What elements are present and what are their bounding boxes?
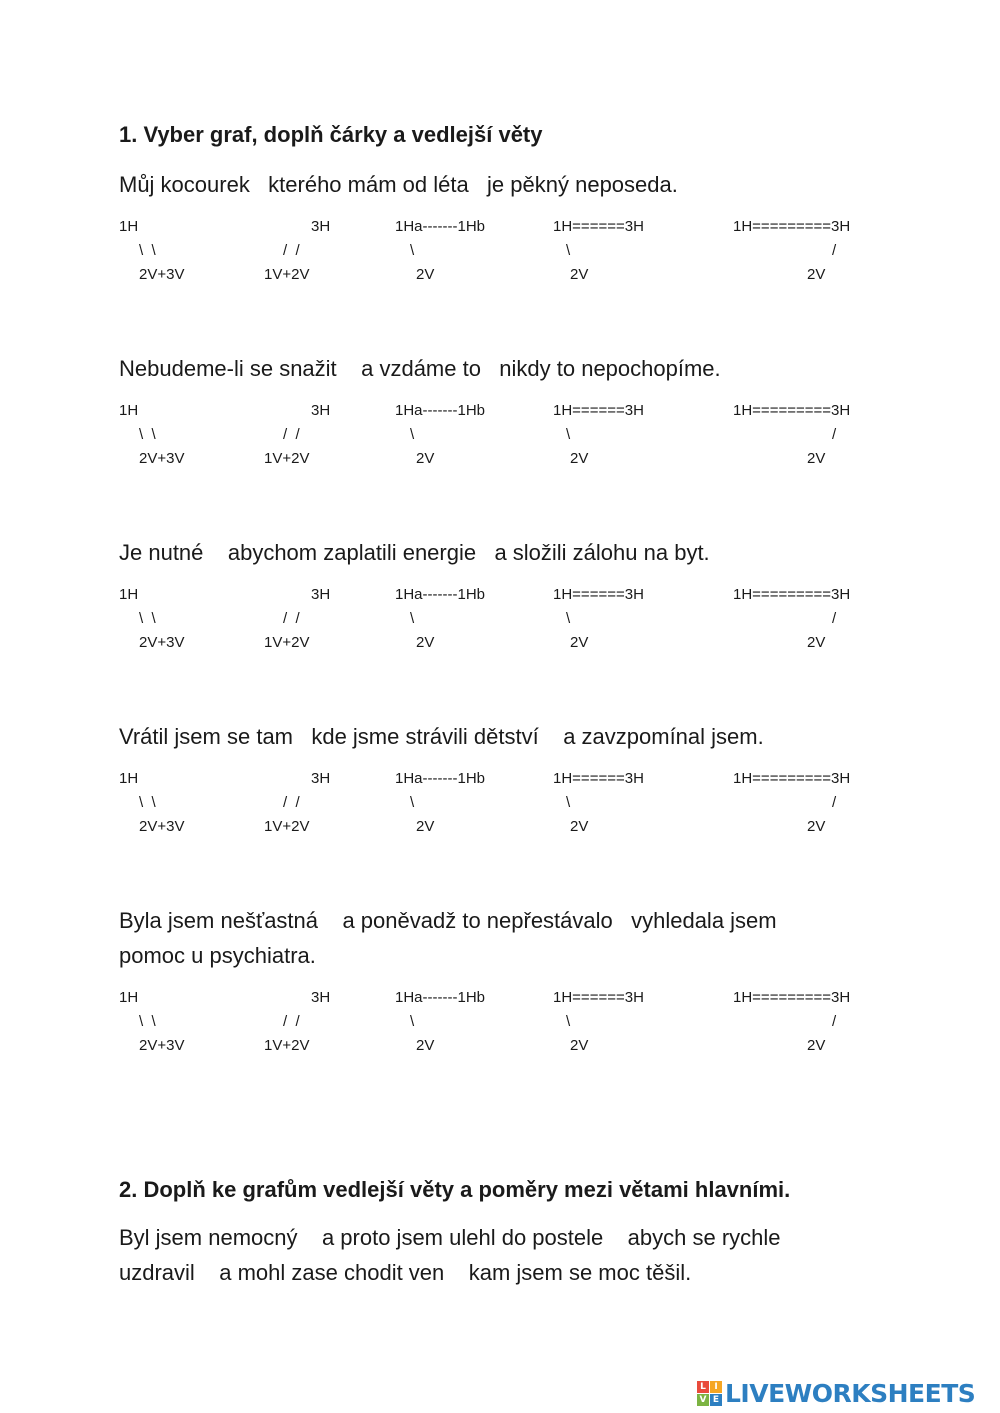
graph-option4-top[interactable]: 1H=========3H <box>733 586 851 603</box>
task1-sentence: Nebudeme-li se snažit a vzdáme to nikdy to nepochopíme. <box>119 356 721 381</box>
graph-option4-top[interactable]: 1H=========3H <box>733 770 851 787</box>
graph-option1-slashes-right: / / <box>283 610 300 627</box>
graph-option1-bottom-left: 2V+3V <box>139 818 185 835</box>
graph-option4-bottom: 2V <box>807 634 826 651</box>
graph-option1-bottom-left: 2V+3V <box>139 450 185 467</box>
graph-option3-slash: \ <box>566 242 571 259</box>
graph-option2-slash: \ <box>410 610 415 627</box>
logo-mark-letter: V <box>697 1394 709 1406</box>
graph-option4-bottom: 2V <box>807 450 826 467</box>
graph-option3-bottom: 2V <box>570 634 589 651</box>
graph-option1-top-right[interactable]: 3H <box>311 402 331 419</box>
liveworksheets-logo <box>697 1378 993 1408</box>
graph-option1-bottom-right: 1V+2V <box>264 818 310 835</box>
graph-option1-slashes-right: / / <box>283 426 300 443</box>
task1-sentence: Je nutné abychom zaplatili energie a složili zálohu na byt. <box>119 540 710 565</box>
graph-option4-slash: / <box>832 426 837 443</box>
graph-option3-slash: \ <box>566 1013 571 1030</box>
task1-heading: 1. Vyber graf, doplň čárky a vedlejší věty <box>119 122 543 147</box>
graph-option2-bottom: 2V <box>416 450 435 467</box>
graph-option2-bottom: 2V <box>416 1037 435 1054</box>
graph-option3-bottom: 2V <box>570 450 589 467</box>
task2-sentence: Byl jsem nemocný a proto jsem ulehl do postele abych se rychle uzdravil a mohl zase chodit ven kam jsem se moc těšil. <box>119 1225 781 1285</box>
graph-option2-top[interactable]: 1Ha-------1Hb <box>395 586 485 603</box>
graph-option2-slash: \ <box>410 794 415 811</box>
graph-option3-top[interactable]: 1H======3H <box>553 989 644 1006</box>
graph-option3-bottom: 2V <box>570 1037 589 1054</box>
graph-option1-slashes-left: \ \ <box>139 1013 156 1030</box>
graph-option2-slash: \ <box>410 242 415 259</box>
task1-sentence: Můj kocourek kterého mám od léta je pěkný neposeda. <box>119 172 678 197</box>
graph-option4-slash: / <box>832 794 837 811</box>
graph-option1-slashes-right: / / <box>283 794 300 811</box>
graph-option1-slashes-left: \ \ <box>139 610 156 627</box>
graph-option2-top[interactable]: 1Ha-------1Hb <box>395 770 485 787</box>
graph-option2-top[interactable]: 1Ha-------1Hb <box>395 218 485 235</box>
graph-option3-bottom: 2V <box>570 266 589 283</box>
graph-option1-bottom-left: 2V+3V <box>139 1037 185 1054</box>
logo-text: LIVEWORKSHEETS <box>725 1378 976 1408</box>
graph-option4-top[interactable]: 1H=========3H <box>733 218 851 235</box>
graph-option1-bottom-left: 2V+3V <box>139 634 185 651</box>
graph-option1-bottom-left: 2V+3V <box>139 266 185 283</box>
graph-option2-top[interactable]: 1Ha-------1Hb <box>395 402 485 419</box>
graph-option1-top-left[interactable]: 1H <box>119 586 139 603</box>
graph-option3-top[interactable]: 1H======3H <box>553 770 644 787</box>
graph-option3-slash: \ <box>566 610 571 627</box>
graph-option1-top-left[interactable]: 1H <box>119 218 139 235</box>
graph-option2-slash: \ <box>410 1013 415 1030</box>
logo-mark-letter: L <box>697 1381 709 1393</box>
graph-option2-top[interactable]: 1Ha-------1Hb <box>395 989 485 1006</box>
graph-option1-top-right[interactable]: 3H <box>311 989 331 1006</box>
graph-option1-bottom-right: 1V+2V <box>264 450 310 467</box>
graph-option1-slashes-left: \ \ <box>139 794 156 811</box>
graph-option4-top[interactable]: 1H=========3H <box>733 989 851 1006</box>
graph-option4-bottom: 2V <box>807 818 826 835</box>
graph-option4-bottom: 2V <box>807 1037 826 1054</box>
logo-mark-letter: I <box>710 1381 722 1393</box>
graph-option1-bottom-right: 1V+2V <box>264 1037 310 1054</box>
graph-option4-slash: / <box>832 610 837 627</box>
graph-option1-bottom-right: 1V+2V <box>264 634 310 651</box>
graph-option4-slash: / <box>832 242 837 259</box>
logo-mark-icon <box>697 1381 722 1406</box>
graph-option1-top-left[interactable]: 1H <box>119 770 139 787</box>
graph-option3-bottom: 2V <box>570 818 589 835</box>
graph-option4-bottom: 2V <box>807 266 826 283</box>
task1-sentence: Vrátil jsem se tam kde jsme strávili dětství a zavzpomínal jsem. <box>119 724 764 749</box>
task1-sentence: Byla jsem nešťastná a poněvadž to nepřestávalo vyhledala jsem pomoc u psychiatra. <box>119 908 777 968</box>
graph-option2-bottom: 2V <box>416 634 435 651</box>
graph-option3-top[interactable]: 1H======3H <box>553 586 644 603</box>
graph-option1-top-right[interactable]: 3H <box>311 770 331 787</box>
graph-option2-bottom: 2V <box>416 266 435 283</box>
graph-option4-top[interactable]: 1H=========3H <box>733 402 851 419</box>
graph-option1-bottom-right: 1V+2V <box>264 266 310 283</box>
graph-option3-top[interactable]: 1H======3H <box>553 402 644 419</box>
task2-heading: 2. Doplň ke grafům vedlejší věty a poměry mezi větami hlavními. <box>119 1177 791 1202</box>
logo-mark-letter: E <box>710 1394 722 1406</box>
graph-option1-slashes-left: \ \ <box>139 242 156 259</box>
graph-option2-slash: \ <box>410 426 415 443</box>
graph-option1-slashes-right: / / <box>283 1013 300 1030</box>
graph-option2-bottom: 2V <box>416 818 435 835</box>
graph-option4-slash: / <box>832 1013 837 1030</box>
graph-option3-top[interactable]: 1H======3H <box>553 218 644 235</box>
graph-option1-top-left[interactable]: 1H <box>119 989 139 1006</box>
graph-option1-slashes-right: / / <box>283 242 300 259</box>
graph-option1-top-right[interactable]: 3H <box>311 218 331 235</box>
graph-option3-slash: \ <box>566 794 571 811</box>
graph-option1-top-left[interactable]: 1H <box>119 402 139 419</box>
graph-option1-top-right[interactable]: 3H <box>311 586 331 603</box>
graph-option1-slashes-left: \ \ <box>139 426 156 443</box>
graph-option3-slash: \ <box>566 426 571 443</box>
